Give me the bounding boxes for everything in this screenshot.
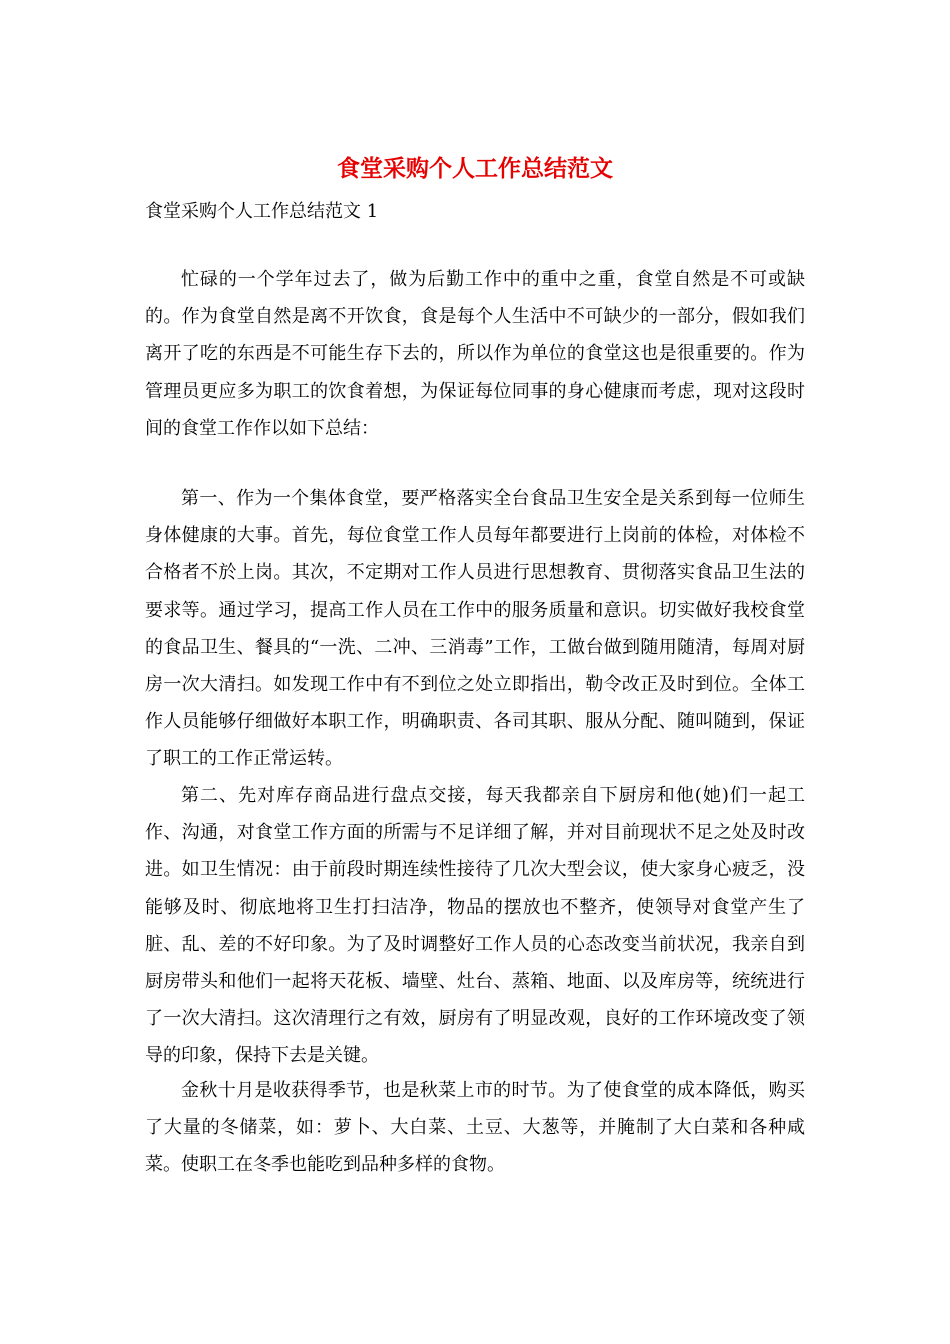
paragraph-intro: 忙碌的一个学年过去了，做为后勤工作中的重中之重，食堂自然是不可或缺的。作为食堂自然是离不开饮食，食是每个人生活中不可缺少的一部分，假如我们离开了吃的东西是不可能生存下去的，所以作为单位的食堂这也是很重要的。作为管理员更应多为职工的饮食着想，为保证每位同事的身心健康而考虑，现对这段时间的食堂工作作以如下总结： [145,269,805,439]
paragraph-autumn: 金秋十月是收获得季节，也是秋菜上市的时节。为了使食堂的成本降低，购买了大量的冬储菜，如：萝卜、大白菜、土豆、大葱等，并腌制了大白菜和各种咸菜。使职工在冬季也能吃到品种多样的食物。 [145,1080,805,1176]
paragraph-first-point: 第一、作为一个集体食堂，要严格落实全台食品卫生安全是关系到每一位师生身体健康的大事。首先，每位食堂工作人员每年都要进行上岗前的体检，对体检不合格者不於上岗。其次，不定期对工作人员进行思想教育、贯彻落实食品卫生法的要求等。通过学习，提高工作人员在工作中的服务质量和意识。切实做好我校食堂的食品卫生、餐具的“一洗、二冲、三消毒”工作，工做台做到随用随清，每周对厨房一次大清扫。如发现工作中有不到位之处立即指出，勒令改正及时到位。全体工作人员能够仔细做好本职工作，明确职责、各司其职、服从分配、随叫随到，保证了职工的工作正常运转。 [145,488,805,770]
document-subtitle: 食堂采购个人工作总结范文 1 [145,201,379,222]
paragraph-second-point: 第二、先对库存商品进行盘点交接，每天我都亲自下厨房和他(她)们一起工作、沟通，对食堂工作方面的所需与不足详细了解，并对目前现状不足之处及时改进。如卫生情况：由于前段时期连续性接待了几次大型会议，使大家身心疲乏，没能够及时、彻底地将卫生打扫洁净，物品的摆放也不整齐，使领导对食堂产生了脏、乱、差的不好印象。为了及时调整好工作人员的心态改变当前状况，我亲自到厨房带头和他们一起将天花板、墙壁、灶台、蒸箱、地面、以及库房等，统统进行了一次大清扫。这次清理行之有效，厨房有了明显改观，良好的工作环境改变了领导的印象，保持下去是关键。 [145,785,805,1067]
document-title: 食堂采购个人工作总结范文 [337,155,613,182]
